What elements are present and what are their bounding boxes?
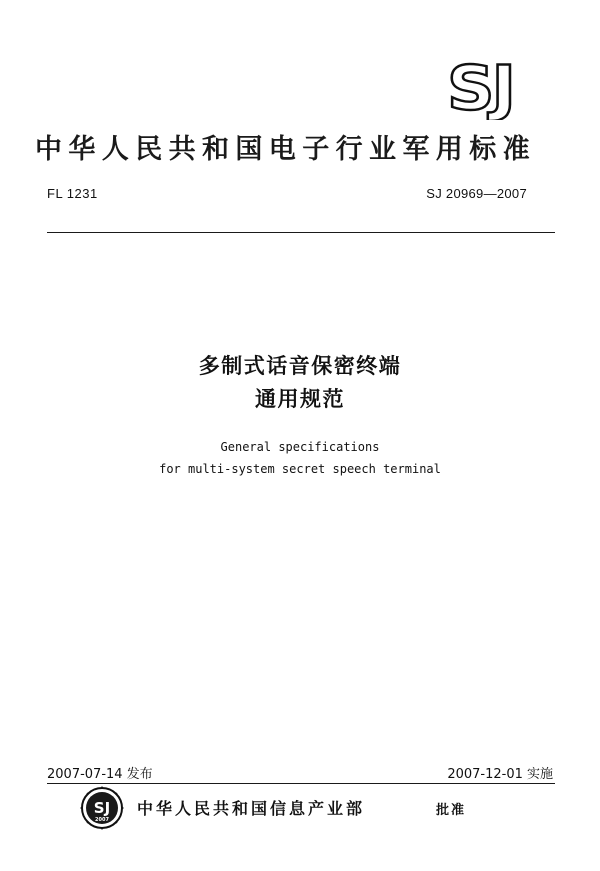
sj-logo-text: SJ [446, 60, 514, 120]
classification-code: FL 1231 [47, 186, 98, 201]
issue-date: 2007-07-14 发布 [47, 767, 153, 782]
seal-year: 2007 [95, 817, 109, 823]
header-divider [47, 232, 555, 233]
footer-divider [47, 783, 555, 784]
chinese-title-line-2: 通用规范 [255, 387, 345, 411]
english-title-line-1: General specifications [220, 440, 380, 454]
sj-logo [430, 60, 530, 120]
standard-number: SJ 20969—2007 [426, 186, 527, 201]
chinese-title-line-1: 多制式话音保密终端 [198, 354, 402, 378]
standard-category-title: 中华人民共和国电子行业军用标准 [35, 134, 536, 165]
approval-label: 批准 [436, 803, 467, 818]
english-title-line-2: for multi-system secret speech terminal [159, 462, 441, 476]
seal-text: SJ [93, 799, 111, 817]
approving-authority: 中华人民共和国信息产业部 [137, 799, 366, 818]
ministry-seal-icon [77, 786, 127, 830]
implementation-date: 2007-12-01 实施 [447, 767, 553, 782]
